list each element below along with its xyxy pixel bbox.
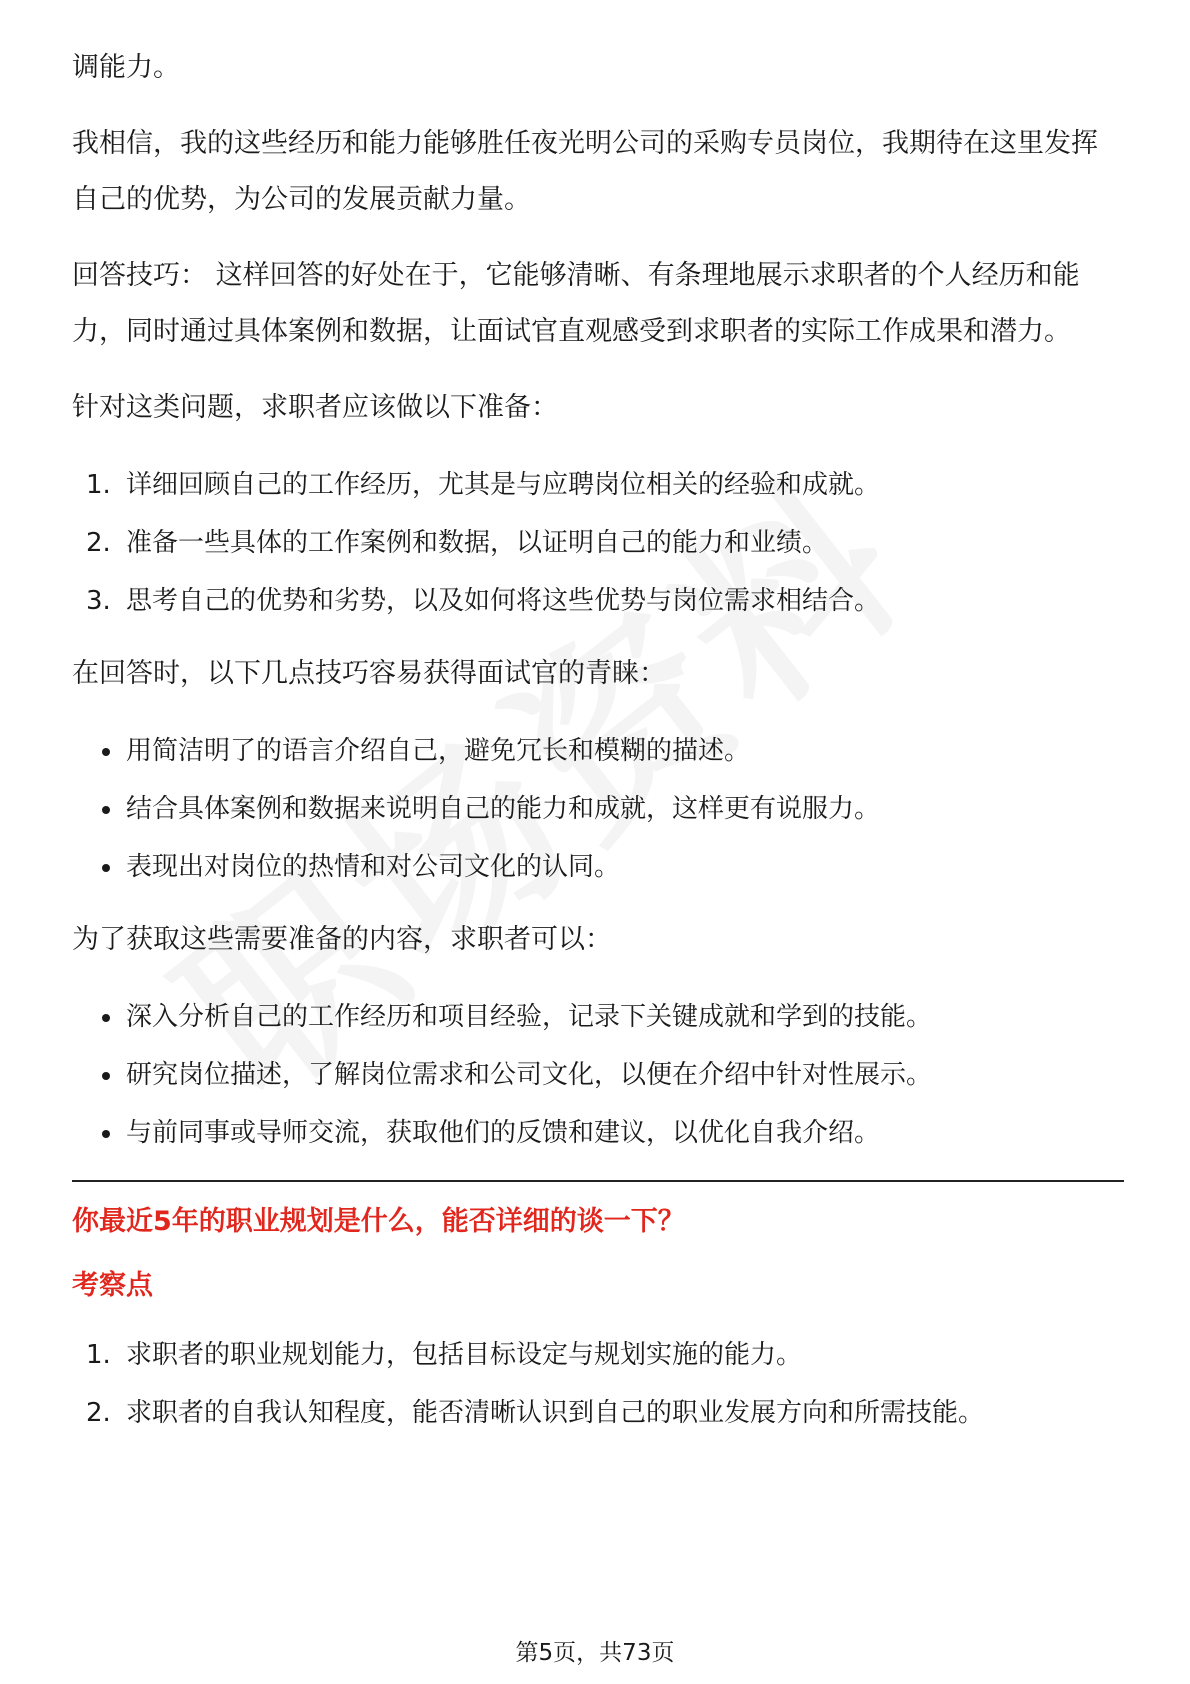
list-item: 2. 准备一些具体的工作案例和数据，以证明自己的能力和业绩。	[86, 528, 829, 558]
document-page	[72, 40, 1124, 1458]
tips-heading: 在回答时，以下几点技巧容易获得面试官的青睐：	[72, 658, 666, 689]
list-item: 2. 求职者的自我认知程度，能否清晰认识到自己的职业发展方向和所需技能。	[86, 1398, 985, 1428]
question-subheading: 考察点	[72, 1270, 153, 1301]
list-item: 深入分析自己的工作经历和项目经验，记录下关键成就和学到的技能。	[72, 988, 1124, 1046]
preparation-list	[72, 456, 1124, 630]
tips-list	[72, 722, 1124, 896]
paragraph-intro-tail: 调能力。	[72, 52, 180, 83]
list-item: 1. 求职者的职业规划能力，包括目标设定与规划实施的能力。	[86, 1340, 803, 1370]
page-footer: 第5页，共73页	[515, 1640, 675, 1666]
paragraph-answer-tips: 回答技巧： 这样回答的好处在于，它能够清晰、有条理地展示求职者的个人经历和能力，同时通过具体案例和数据，让面试官直观感受到求职者的实际工作成果和潜力。	[72, 260, 1080, 347]
obtain-list	[72, 988, 1124, 1162]
paragraph-preparation-heading: 针对这类问题，求职者应该做以下准备：	[72, 392, 558, 423]
list-item: 用简洁明了的语言介绍自己，避免冗长和模糊的描述。	[72, 722, 1124, 780]
list-item: 研究岗位描述，了解岗位需求和公司文化，以便在介绍中针对性展示。	[72, 1046, 1124, 1104]
list-item: 与前同事或导师交流，获取他们的反馈和建议，以优化自我介绍。	[72, 1104, 1124, 1162]
obtain-heading: 为了获取这些需要准备的内容，求职者可以：	[72, 924, 612, 955]
paragraph-belief: 我相信，我的这些经历和能力能够胜任夜光明公司的采购专员岗位，我期待在这里发挥自己的优势，为公司的发展贡献力量。	[72, 128, 1098, 215]
list-item: 结合具体案例和数据来说明自己的能力和成就，这样更有说服力。	[72, 780, 1124, 838]
list-item: 3. 思考自己的优势和劣势，以及如何将这些优势与岗位需求相结合。	[86, 586, 881, 616]
assessment-points-list	[72, 1326, 1124, 1442]
question-title: 你最近5年的职业规划是什么，能否详细的谈一下？	[72, 1206, 685, 1237]
list-item: 表现出对岗位的热情和对公司文化的认同。	[72, 838, 1124, 896]
list-item: 1. 详细回顾自己的工作经历，尤其是与应聘岗位相关的经验和成就。	[86, 470, 881, 500]
section-divider	[72, 1180, 1124, 1182]
